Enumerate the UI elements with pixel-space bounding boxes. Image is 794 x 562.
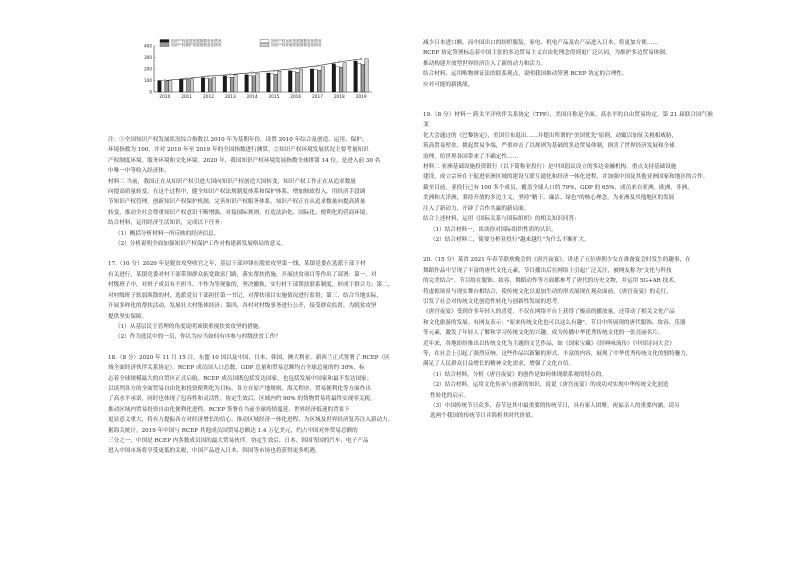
question-18: 志着全球规模最大的自贸区正式启航。RCEP 成员国既包括发达国家，也包括发展中国家和最不发达国家；: [108, 375, 373, 382]
question-prompt: 结合上述材料，运用《国际关系与国际组织》的相关知识回答：: [423, 216, 580, 223]
material-two: 材料二 当前，我国正在从知识产权引进大国向知识产权创造大国转变，知识产权工作正在从追求数量: [108, 178, 356, 185]
question-19: 截至目前，亚投行已有 100 多个成员，覆盖全球人口的 79%，GDP 的 65%，成员来自亚洲、欧洲、非洲、: [423, 184, 693, 191]
y-tick-label: 100: [144, 78, 152, 83]
question-20: 20.（15 分）某省 2021 年春节联欢晚会的《唐宫夜宴》，讲述了五位唐朝少女在准备宴会时发生的趣事，在: [423, 257, 691, 264]
question-18: 进入中国市场将享受更低的关税，中国产品进入日本、韩国等市场也将获得更多机遇。: [108, 448, 321, 455]
question-item: （2）作为选民中的一员，你认为应当如何有序参与村级扶贫工作？: [115, 334, 281, 341]
material-two: 节知识产权管理，创新知识产权保护机制，完善知识产权服务体系，知识产权正在从追求数量向提高质量: [108, 199, 366, 206]
question-18: 据海关统计，2019 年中国与 RCEP 其他成员国贸易总额达 1.4 万亿美元，约占中国对外贸易总额的: [108, 427, 358, 434]
question-17: 开展多样化的帮扶活动，发展壮大村集体经济；第四，各村对村级事务进行公开，接受群众监督，为脱贫攻坚: [108, 303, 377, 310]
question-17: 对村级班子软弱涣散的村，选派党员干部担任第一书记，对帮扶项目实施情况进行监督；第三，结合当地实际，: [108, 292, 383, 299]
question-19: 美洲和大洋洲，秉持开放的多边主义，坚持"精干、廉洁、绿色"的核心理念，为亚洲及其他地区的发展: [423, 195, 675, 202]
question-item: （1）结合材料一，谈谈你对国际组织性质的认识。: [430, 226, 557, 233]
x-tick-label: 2018: [333, 95, 345, 100]
question-17: 提供坚实保障。: [108, 313, 148, 320]
legend-label: 知识产权运用发展指数变化情况: [271, 39, 322, 44]
right-column: [423, 0, 713, 422]
chart-note: 环境指数为 100，并对 2010 年至 2019 年的全国指数进行测算。②知识产权环境发展状况主要考量知识: [108, 147, 369, 154]
chart-note: 中唯一中等收入经济体。: [108, 168, 170, 175]
x-tick-label: 2016: [290, 95, 302, 100]
x-tick-label: 2017: [312, 95, 323, 100]
question-18-cont: 减少日本进口额，而中国出口的纺织服装、家电、机电产品及农产品进入日本，将更加方便……: [423, 40, 658, 46]
question-18-cont: 推动构建开放型世界经济注入了新的动力和活力。: [423, 60, 547, 67]
x-tick-label: 2015: [268, 95, 280, 100]
y-tick-label: 400: [144, 43, 152, 49]
question-prompt: 应对可能的新挑战。: [423, 81, 474, 88]
left-column: [108, 0, 398, 457]
question-18: 了高水平承诺，同时也体现了包容性和灵活性。协定生效后，区域内约 90% 的货物贸易将最终实现零关税，: [108, 396, 376, 403]
question-18: 三分之一，中国是 RCEP 内多数成员国的最大贸易伙伴。协定生效后，日本、韩国等国的汽车、电子产品: [108, 437, 369, 444]
question-19: 治理，给世界各国带来了不确定性……: [423, 153, 519, 160]
question-19: 19.（8 分）材料一 跨太平洋伙伴关系协定（TPP），美国自称是全面、高水平的自由贸易协定。第 21 届联合国气候变: [423, 112, 713, 129]
question-20: 等，在社会上引起了强烈反响。这些作品以新颖的形式、丰富的内容，展现了中华优秀传统文化的独特魅力，: [423, 350, 692, 357]
x-tick-label: 2012: [203, 95, 214, 100]
question-18-cont: RCEP 协定签署标志着中国主张的多边贸易主义自由化理念得到更广泛认同，为维护多边贸易体制、: [423, 50, 671, 57]
question-19: 材料二 亚洲基础设施投资银行（以下简称亚投行）是中国倡议设立的多边金融机构，重点支持基础设施: [423, 164, 677, 171]
question-item: （1）结合材料，分析《唐宫夜宴》的创作是如何体现联系观的特点的。: [430, 371, 607, 378]
question-item: （2）结合材料二，简要分析亚投行"越来越红"为什么不断扩大。: [430, 236, 590, 243]
question-20: 的完美结合"。节目组在服饰、妆容、舞蹈动作等方面都参考了唐代的历史文物，并运用 5G+AR 技术，: [423, 278, 680, 285]
question-item: （3）中国传统节日众多，春节是其中最重要的传统节日，具有家人团聚、祝福亲人的重要内涵。请另: [430, 403, 680, 409]
chart-note: 产权制度环境、服务环境和文化环境。2020 年，我国知识产权环境发展指数全球排第 14 位，是进入前 30 名: [108, 157, 381, 164]
material-two: 转变，推动全社会尊重知识产权意识不断增强，对接国际规则，打造法治化、国际化、便利化的营商环境。: [108, 209, 371, 216]
question-18: 更显意义重大，将有力提振各方对经济增长的信心，推动区域经济一体化进程，为区域及世界经济复苏注入新动力。: [108, 417, 394, 424]
question-20: 和文化旅游的发展。有网友表示："原来传统文化也可以这么有趣"。节目中所展现的唐代服饰、妆容、乐器: [423, 319, 686, 326]
y-tick-label: 200: [144, 66, 152, 72]
question-20: 将虚拟场景与现实舞台相结合，使传统文化以更加生动的形式展现在观众面前。《唐宫夜宴》的走红，: [423, 288, 672, 295]
y-tick-label: 300: [144, 55, 152, 60]
question-20: 满足了人民群众日益增长的精神文化需求，增强了文化自信。: [423, 361, 575, 368]
material-two: 向提高质量转变。在这个过程中，健全知识产权法规制度体系和保护体系，增加财政投入，用经济手段调: [108, 189, 366, 196]
legend-label: 知识产权创造发展指数变化情况: [171, 39, 222, 44]
question-item: （1）从基层民主管理的角度说明该镇重视扶贫攻坚的措施。: [115, 323, 264, 330]
legend-label: 知识产权环境发展指数变化情况: [271, 43, 322, 48]
legend-label: 知识产权保护发展指数变化情况: [171, 43, 222, 48]
question-17: 17.（10 分）2020 年是脱贫攻坚收官之年，基层干部冲锋在脱贫攻坚第一线，某镇党委在选派干部下村: [108, 261, 366, 268]
x-tick-label: 2013: [224, 95, 236, 100]
question-item: 选两个我国的传统节日并简析其时代价值。: [430, 413, 537, 420]
chart-note: 注：①全国知识产权发展状况综合指数以 2010 年为基期年份，设置 2010 年综合及创造、运用、保护、: [108, 137, 368, 143]
y-tick-label: 0: [149, 89, 152, 95]
question-20: 近年来，各地纷纷推出以传统文化为主题的文艺作品，如《国家宝藏》《经典咏流传》《中国诗词大会》: [423, 340, 675, 347]
question-19: 筑高贸易壁垒，挑起贸易争端，严重冲击了以规则为基础的多边贸易体制，损害了世界经济发展和全球: [423, 143, 675, 150]
question-20: 《唐宫夜宴》受到许多年轻人的喜爱，不仅在网络平台上获得了极高的播放量，还带动了相关文化产品: [423, 309, 675, 316]
question-19: 建设，成立宗旨在于促进亚洲区域的建设互联互通化和经济一体化进程，并加强中国及其他亚洲国家和地区的合作。: [423, 174, 709, 181]
x-tick-label: 2010: [159, 95, 171, 100]
question-18: 18.（8 分）2020 年 11 月 15 日，东盟 10 国以及中国、日本、韩国、澳大利亚、新西兰正式签署了 RCEP（区: [108, 354, 390, 361]
question-item: （2）结合材料，运用文化传承与创新的知识，说说《唐宫夜宴》的成功对实现中华传统文化创造: [430, 382, 669, 389]
question-17: 有关进行，某镇党委对村干部带领群众拓宽致富门路，落实帮扶措施，开展扶贫项目等作出了部署：第一，对: [108, 271, 377, 278]
question-20: 等元素，激发了年轻人了解和学习传统文化的兴趣，成为传播中华优秀传统文化的一张亮丽名片。: [423, 330, 664, 337]
question-item: 性转化的启示。: [430, 392, 470, 399]
x-tick-label: 2011: [181, 95, 193, 100]
question-20: 舞蹈作品中呈现了丰富的唐代文化元素，节目播出后在网络上引起广泛关注，被网友称为"文化与科技: [423, 267, 672, 274]
question-prompt: 结合材料，运用经济生活知识，完成以下任务：: [108, 220, 226, 227]
question-item: （1）概括分析材料一所反映的经济信息。: [115, 230, 220, 237]
question-19: 化大会通过的《巴黎协定》，美国宣布退出……并提出所谓的"美国优先"原则，动辄以加征关税相威胁，: [423, 132, 678, 139]
question-20: 引发了社会对传统文化创造性转化与创新性发展的思考。: [423, 298, 563, 305]
x-tick-label: 2014: [246, 95, 258, 100]
x-tick-label: 2019: [355, 95, 367, 100]
question-prompt: 结合材料，运用唯物辩证法的联系观点，说明我国推动签署 RCEP 协定的合理性。: [423, 71, 628, 78]
question-18: 域全面经济伙伴关系协定）。RCEP 成员国人口总数、GDP 总量和贸易总额均占全球总量的约 30%，标: [108, 365, 365, 372]
question-18: 推动区域内贸易投资自由化便利化进程。RCEP 签署在当前全球疫情蔓延、世界经济低迷的背景下: [108, 406, 350, 413]
question-19: 注入了新动力，开辟了合作共赢的新局面。: [423, 205, 530, 212]
question-18: 以谈判各方的全面贸易自由化和投资便利化为目标，各方在原产地规则、海关程序、贸易便利化等方面作出: [108, 385, 371, 392]
question-17: 村级班子中，对班子成员有不担当、不作为等现象的，坚决撤换，实行村干部帮扶联系制度，形成干群合力；第二，: [108, 282, 394, 289]
question-item: （2）分析说明全面加强知识产权保护工作对构建新发展格局的意义。: [115, 241, 287, 248]
